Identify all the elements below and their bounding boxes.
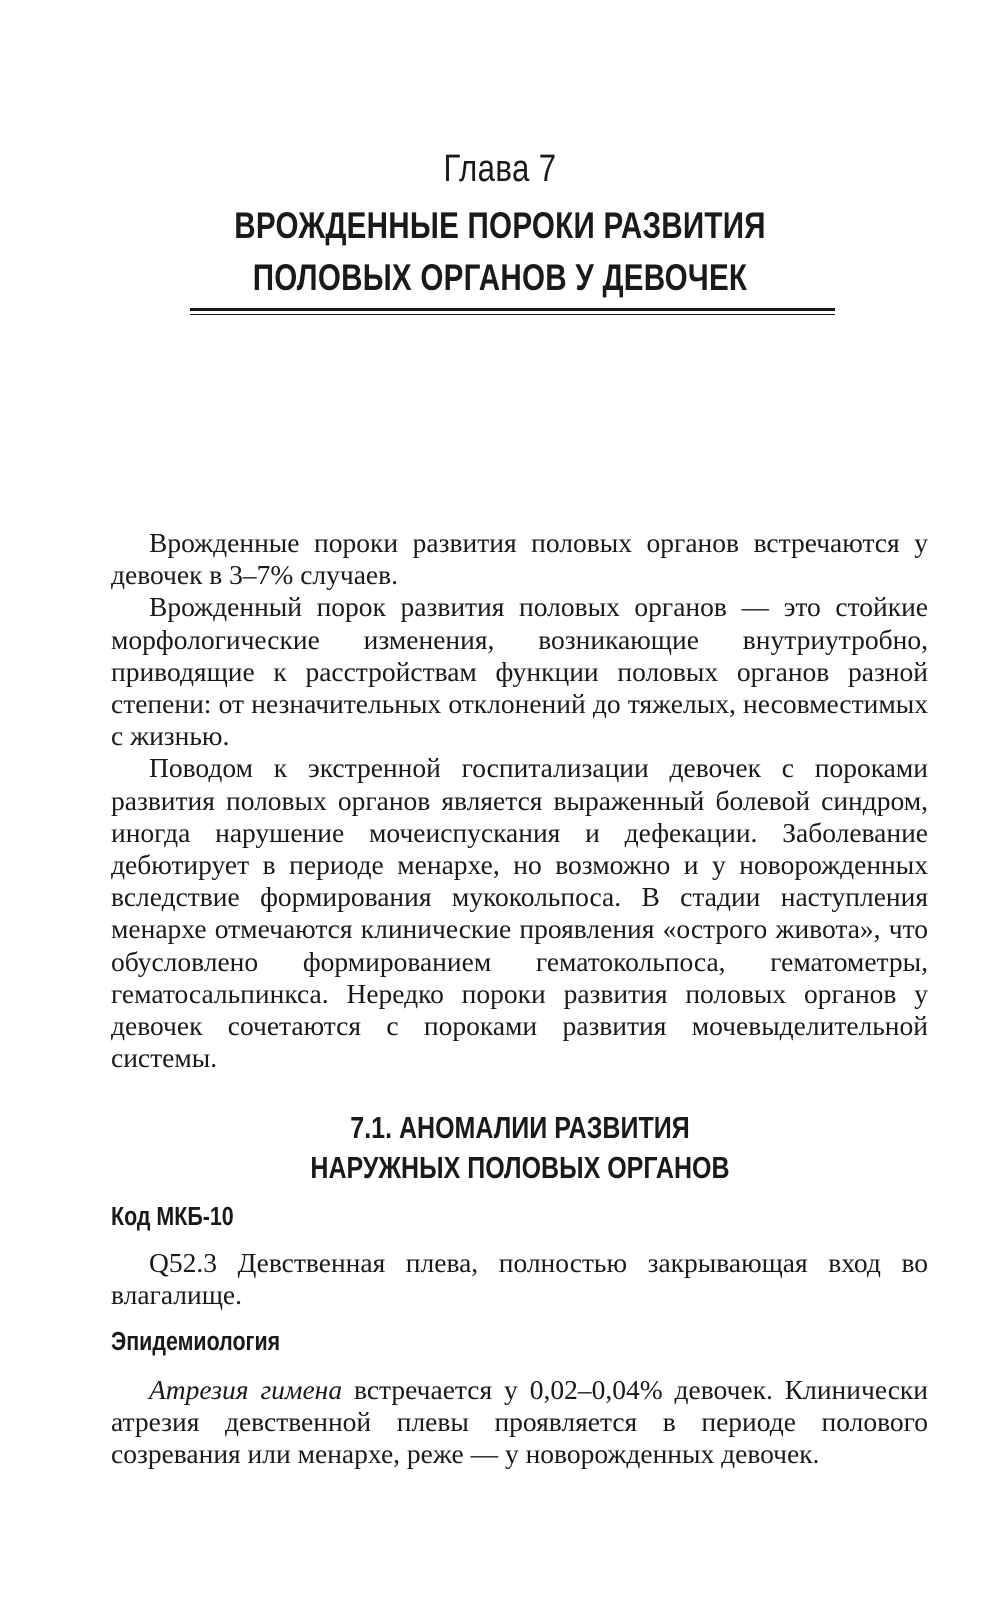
section-title-line-2: НАРУЖНЫХ ПОЛОВЫХ ОРГАНОВ	[310, 1151, 730, 1185]
epidemiology-text	[111, 1374, 928, 1471]
intro-paragraph-2: Врожденный порок развития половых органов — это стойкие морфологические изменения, возникающие внутриутробно, приводящие к расстройствам функции половых органов разной степени: от незначительных отклонений до тяжелых, несовместимых с жизнью.	[111, 591, 928, 752]
epidemiology-term: Атрезия гимена	[149, 1374, 343, 1405]
icd-heading: Код МКБ-10	[111, 1203, 234, 1231]
section-title-line-1: 7.1. АНОМАЛИИ РАЗВИТИЯ	[350, 1111, 690, 1145]
chapter-title-line-1: ВРОЖДЕННЫЕ ПОРОКИ РАЗВИТИЯ	[234, 205, 766, 246]
section-title	[94, 1108, 947, 1188]
icd-paragraph: Q52.3 Девственная плева, полностью закрывающая вход во влагалище.	[111, 1247, 928, 1311]
intro-paragraph-1: Врожденные пороки развития половых органов встречаются у девочек в 3–7% случаев.	[111, 527, 928, 591]
epidemiology-paragraph	[111, 1374, 928, 1471]
chapter-title	[100, 200, 900, 304]
epidemiology-heading: Эпидемиология	[111, 1328, 281, 1356]
chapter-title-line-2: ПОЛОВЫХ ОРГАНОВ У ДЕВОЧЕК	[252, 257, 748, 298]
title-rule-thin	[190, 314, 835, 315]
intro-paragraph-3: Поводом к экстренной госпитализации девочек с пороками развития половых органов является выраженный болевой синдром, иногда нарушение мочеиспускания и дефекации. Заболевание дебютирует в периоде менархе, но возможно и у новорожденных вследствие формирования мукокольпоса. В стадии наступления менархе отмечаются клинические проявления «острого живота», что обусловлено формированием гематокольпоса, гематометры, гематосальпинкса. Нередко пороки развития половых органов у девочек сочетаются с пороками развития мочевыделительной системы.	[111, 752, 928, 1074]
epidemiology-body: встречается у 0,02–0,04% девочек. Клинически атрезия девственной плевы проявляется в периоде полового созревания или менархе, реже — у новорожденных девочек.	[111, 1374, 929, 1470]
intro-text	[111, 527, 928, 1074]
chapter-label: Глава 7	[443, 148, 557, 190]
title-rule-thick	[190, 308, 835, 311]
icd-text	[111, 1247, 928, 1311]
